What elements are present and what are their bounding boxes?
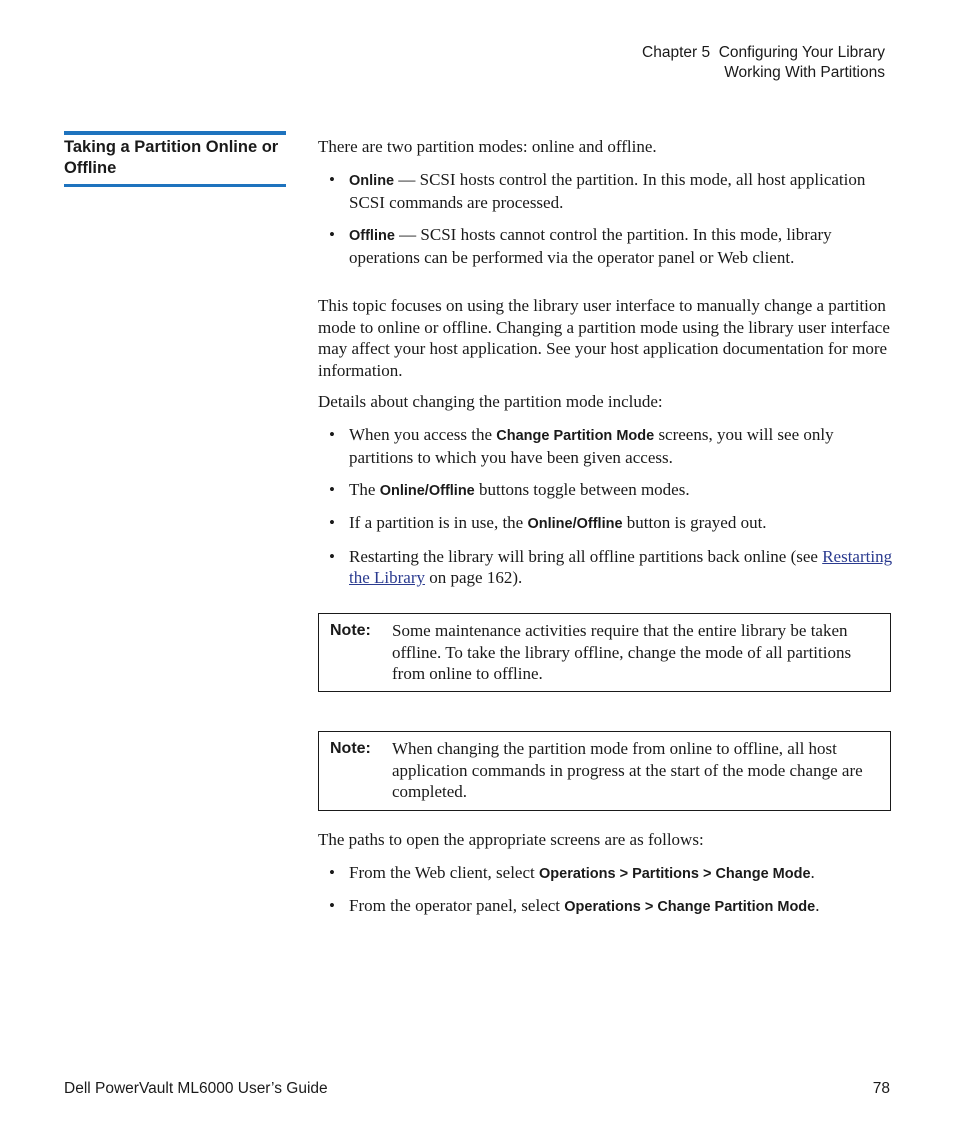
- note-label: Note:: [330, 622, 371, 639]
- text-run: on page 162).: [425, 568, 523, 587]
- list-item: [318, 512, 893, 536]
- text-run: .: [810, 862, 815, 882]
- text-run: button is grayed out.: [622, 513, 767, 532]
- intro-paragraph: There are two partition modes: online and offline.: [318, 137, 657, 156]
- page-footer: [64, 1080, 890, 1098]
- text-run: .: [815, 896, 820, 915]
- text-run: screens, you will see only partitions to which you have been given access.: [349, 424, 834, 467]
- text-run: If a partition is in use, the: [349, 513, 528, 532]
- list-item: [318, 895, 893, 919]
- paths-block: [318, 829, 893, 919]
- intro-block: [318, 136, 893, 269]
- details-intro: Details about changing the partition mode include:: [318, 392, 663, 411]
- text-run: From the Web client, select: [349, 862, 539, 882]
- chapter-title: Chapter 5 Configuring Your Library: [642, 44, 885, 61]
- section-heading: Taking a Partition Online or Offline: [64, 131, 286, 187]
- list-item: [318, 169, 893, 214]
- mode-desc: — SCSI hosts control the partition. In this mode, all host application SCSI commands are processed.: [349, 169, 866, 212]
- list-item: [318, 224, 893, 269]
- list-item: [318, 862, 893, 886]
- details-list: [318, 424, 893, 589]
- paths-intro: The paths to open the appropriate screens are as follows:: [318, 830, 704, 849]
- document-title: Dell PowerVault ML6000 User’s Guide: [64, 1080, 328, 1097]
- focus-paragraph: This topic focuses on using the library user interface to manually change a partition mode to online or offline. Changing a partition mode using the library user interface may affect your host application. See your host application documentation for more information.: [318, 296, 890, 380]
- mode-term: Online: [349, 172, 395, 189]
- note-text: Some maintenance activities require that the entire library be taken offline. To take the library offline, change the mode of all partitions from online to offline.: [392, 621, 852, 683]
- text-run: The: [349, 479, 380, 499]
- mode-term: Offline: [349, 227, 395, 244]
- text-run: buttons toggle between modes.: [474, 479, 690, 499]
- menu-path: Operations > Change Partition Mode: [564, 899, 816, 915]
- text-run: From the operator panel, select: [349, 896, 565, 915]
- section-title: Working With Partitions: [724, 64, 885, 81]
- text-run: When you access the: [349, 424, 497, 444]
- page-number: 78: [872, 1080, 890, 1097]
- details-block: [318, 391, 893, 589]
- note-label: Note:: [330, 740, 371, 757]
- list-item: [318, 424, 893, 469]
- note-box: [318, 731, 891, 811]
- modes-list: [318, 169, 893, 269]
- focus-block: [318, 295, 893, 381]
- text-run: Restarting the library will bring all offline partitions back online (see: [349, 546, 823, 566]
- ui-term: Change Partition Mode: [496, 427, 655, 444]
- running-header: [642, 43, 885, 83]
- menu-path: Operations > Partitions > Change Mode: [539, 865, 811, 882]
- note-text: When changing the partition mode from online to offline, all host application commands in progress at the start of the mode change are completed.: [392, 739, 863, 801]
- restarting-library-link[interactable]: Restarting the Library: [349, 546, 893, 587]
- note-box: [318, 613, 891, 692]
- paths-list: [318, 862, 893, 919]
- ui-term: Online/Offline: [379, 482, 475, 499]
- list-item: [318, 479, 893, 503]
- ui-term: Online/Offline: [527, 516, 623, 532]
- mode-desc: — SCSI hosts cannot control the partition. In this mode, library operations can be performed via the operator panel or Web client.: [349, 224, 832, 267]
- list-item: [318, 546, 893, 589]
